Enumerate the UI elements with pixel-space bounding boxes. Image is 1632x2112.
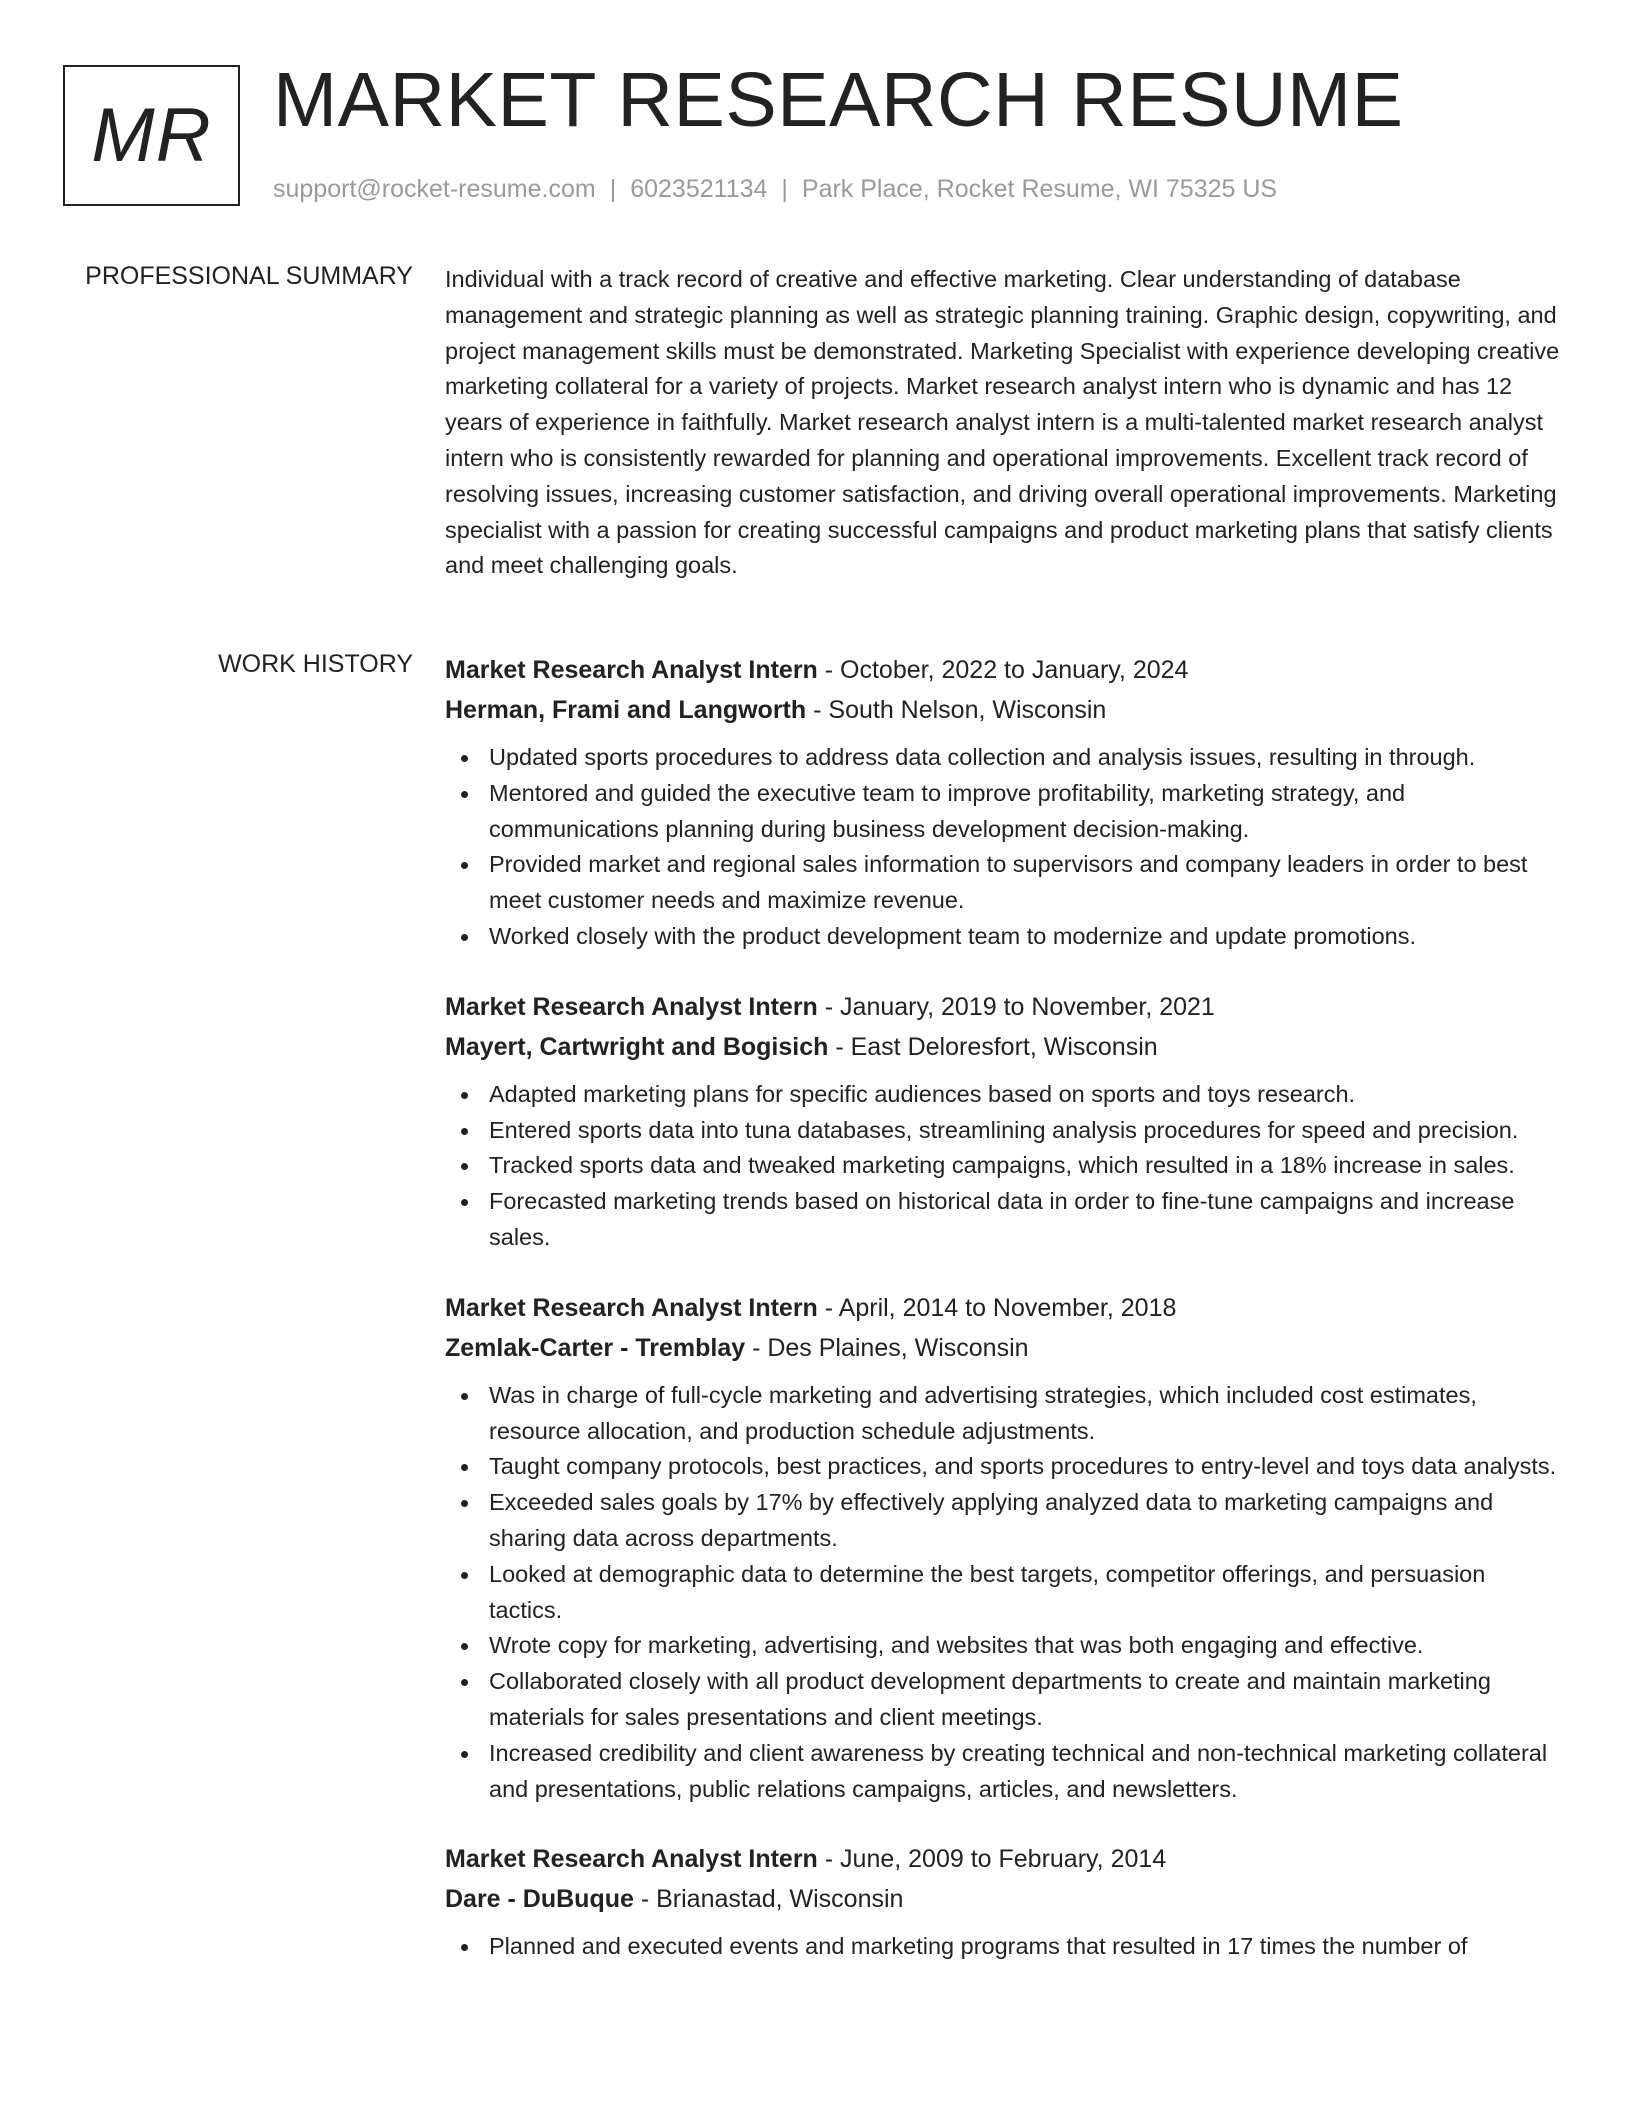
job-company: Dare - DuBuque — [445, 1885, 634, 1914]
job-title: Market Research Analyst Intern — [445, 1845, 818, 1874]
job-dates: - April, 2014 to November, 2018 — [817, 1293, 1177, 1322]
monogram-box — [63, 65, 240, 206]
work-history-body — [445, 650, 1560, 1997]
monogram-initials: MR — [91, 93, 212, 178]
job-location: - South Nelson, Wisconsin — [806, 696, 1107, 724]
work-history-label: WORK HISTORY — [218, 650, 413, 678]
job-company-line — [445, 1879, 1560, 1919]
job-dates: - June, 2009 to February, 2014 — [817, 1845, 1167, 1874]
job-location: - Brianastad, Wisconsin — [633, 1885, 904, 1914]
job-entry — [445, 1288, 1560, 1808]
job-company-line — [445, 690, 1560, 730]
job-title-line — [445, 1839, 1560, 1879]
job-bullets — [445, 1378, 1560, 1808]
job-bullet: Worked closely with the product development team to modernize and update promotions. — [445, 919, 1560, 955]
job-bullet: Mentored and guided the executive team to improve profitability, marketing strategy, and communications planning during business development decision-making. — [445, 776, 1560, 848]
job-entry — [445, 987, 1560, 1256]
job-bullet: Was in charge of full-cycle marketing and advertising strategies, which included cost estimates, resource allocation, and production schedule adjustments. — [445, 1378, 1560, 1450]
job-bullet: Adapted marketing plans for specific audiences based on sports and toys research. — [445, 1077, 1560, 1113]
job-bullets — [445, 740, 1560, 955]
job-bullet: Entered sports data into tuna databases, streamlining analysis procedures for speed and precision. — [445, 1113, 1560, 1149]
job-company-line — [445, 1328, 1560, 1368]
job-title: Market Research Analyst Intern — [445, 1293, 818, 1322]
contact-separator: | — [781, 175, 788, 203]
job-bullet: Looked at demographic data to determine the best targets, competitor offerings, and persuasion tactics. — [445, 1557, 1560, 1629]
job-title-line — [445, 987, 1560, 1027]
job-title: Market Research Analyst Intern — [445, 656, 818, 684]
summary-text: Individual with a track record of creative and effective marketing. Clear understanding of database management and strategic planning as well as strategic planning training. Graphic design, copywriting, and project management skills must be demonstrated. Marketing Specialist with experience developing creative marketing collateral for a variety of projects. Market research analyst intern who is dynamic and has 12 years of experience in faithfully. Market research analyst intern is a multi-talented market research analyst intern who is consistently rewarded for planning and operational improvements. Excellent track record of resolving issues, increasing customer satisfaction, and driving overall operational improvements. Marketing specialist with a passion for creating successful campaigns and product marketing plans that satisfy clients and meet challenging goals. — [445, 266, 1560, 579]
job-title: Market Research Analyst Intern — [445, 992, 818, 1021]
contact-email[interactable]: support@rocket-resume.com — [273, 175, 596, 203]
job-company-line — [445, 1027, 1560, 1067]
job-company: Mayert, Cartwright and Bogisich — [445, 1032, 829, 1061]
job-title-line — [445, 1288, 1560, 1328]
contact-separator: | — [609, 175, 617, 203]
contact-address: Park Place, Rocket Resume, WI 75325 US — [801, 175, 1278, 203]
resume-title: MARKET RESEARCH RESUME — [273, 57, 1404, 143]
job-dates: - January, 2019 to November, 2021 — [817, 992, 1215, 1021]
job-company: Zemlak-Carter - Tremblay — [445, 1333, 746, 1362]
job-entry — [445, 650, 1560, 955]
job-bullet: Updated sports procedures to address data collection and analysis issues, resulting in through. — [445, 740, 1560, 776]
job-company: Herman, Frami and Langworth — [445, 696, 807, 724]
job-title-line — [445, 650, 1560, 690]
contact-phone[interactable]: 6023521134 — [630, 175, 768, 203]
job-bullets — [445, 1929, 1560, 1965]
job-bullet: Taught company protocols, best practices, and sports procedures to entry-level and toys data analysts. — [445, 1449, 1560, 1485]
job-bullet: Exceeded sales goals by 17% by effectively applying analyzed data to marketing campaigns and sharing data across departments. — [445, 1485, 1560, 1557]
job-bullet: Collaborated closely with all product development departments to create and maintain marketing materials for sales presentations and client meetings. — [445, 1664, 1560, 1736]
job-dates: - October, 2022 to January, 2024 — [817, 656, 1189, 684]
job-bullet: Tracked sports data and tweaked marketing campaigns, which resulted in a 18% increase in sales. — [445, 1148, 1560, 1184]
job-bullet: Planned and executed events and marketing programs that resulted in 17 times the number of — [445, 1929, 1560, 1965]
job-bullet: Increased credibility and client awareness by creating technical and non-technical marketing collateral and presentations, public relations campaigns, articles, and newsletters. — [445, 1736, 1560, 1808]
contact-line — [273, 175, 1277, 204]
job-entry — [445, 1839, 1560, 1965]
job-bullet: Wrote copy for marketing, advertising, and websites that was both engaging and effective. — [445, 1628, 1560, 1664]
job-location: - Des Plaines, Wisconsin — [745, 1333, 1029, 1362]
job-location: - East Deloresfort, Wisconsin — [828, 1032, 1158, 1061]
job-bullet: Forecasted marketing trends based on historical data in order to fine-tune campaigns and increase sales. — [445, 1184, 1560, 1256]
job-bullets — [445, 1077, 1560, 1256]
summary-label: PROFESSIONAL SUMMARY — [85, 262, 413, 290]
summary-body — [445, 262, 1560, 584]
job-bullet: Provided market and regional sales information to supervisors and company leaders in order to best meet customer needs and maximize revenue. — [445, 847, 1560, 919]
